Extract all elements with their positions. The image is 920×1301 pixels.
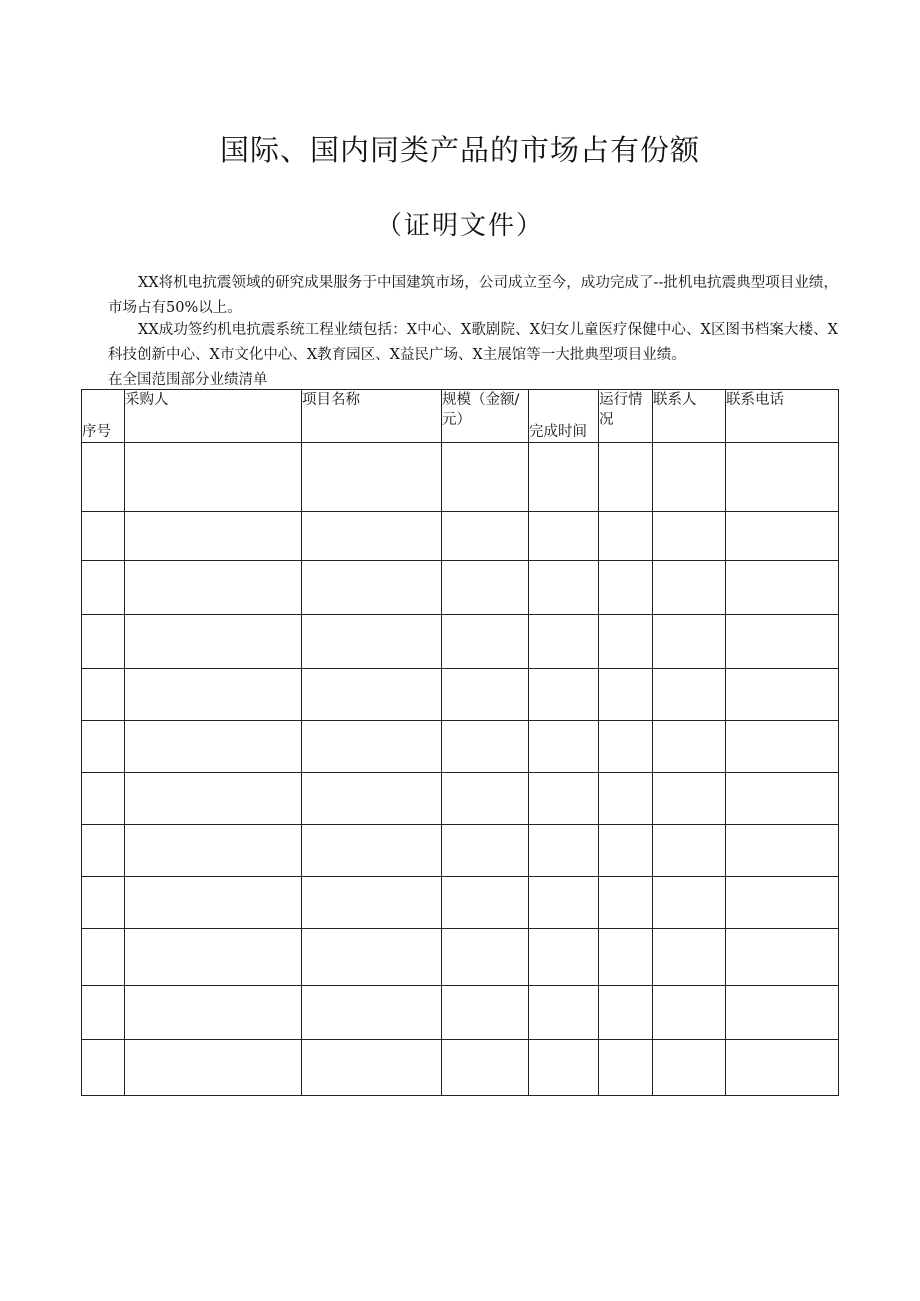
table-cell [726, 825, 839, 877]
table-cell [653, 986, 726, 1040]
table-row [82, 561, 839, 615]
table-cell [529, 561, 599, 615]
header-seq: 序号 [82, 390, 125, 443]
table-row [82, 929, 839, 986]
table-cell [599, 1040, 653, 1096]
table-row [82, 615, 839, 669]
table-row [82, 825, 839, 877]
table-cell [125, 615, 302, 669]
table-cell [726, 615, 839, 669]
table-cell [529, 721, 599, 773]
table-cell [125, 669, 302, 721]
header-buyer: 采购人 [125, 390, 302, 443]
table-row [82, 1040, 839, 1096]
header-status [599, 390, 653, 443]
table-cell [529, 825, 599, 877]
table-cell [442, 443, 529, 512]
table-cell [302, 1040, 442, 1096]
table-cell [599, 986, 653, 1040]
header-scale [442, 390, 529, 443]
header-status-line1: 运行情 [599, 392, 643, 408]
table-cell [726, 929, 839, 986]
table-cell [125, 561, 302, 615]
table-cell [442, 615, 529, 669]
table-cell [302, 877, 442, 929]
header-status-line2: 况 [599, 412, 614, 428]
table-cell [82, 512, 125, 561]
table-cell [302, 669, 442, 721]
table-cell [599, 877, 653, 929]
performance-table [81, 389, 839, 1096]
table-cell [653, 561, 726, 615]
table-row [82, 986, 839, 1040]
table-cell [653, 669, 726, 721]
table-cell [653, 615, 726, 669]
table-cell [442, 561, 529, 615]
table-cell [442, 929, 529, 986]
table-cell [599, 773, 653, 825]
table-cell [302, 986, 442, 1040]
header-scale-line1: 规模（金额/ [442, 392, 520, 408]
page-title: 国际、国内同类产品的市场占有份额 [219, 133, 700, 167]
table-cell [653, 1040, 726, 1096]
table-row [82, 669, 839, 721]
table-cell [653, 721, 726, 773]
table-cell [125, 721, 302, 773]
intro-paragraph: XX将机电抗震领域的研究成果服务于中国建筑市场，公司成立至今，成功完成了--批机电抗震典型项目业绩，市场占有50%以上。 [108, 275, 838, 316]
table-cell [653, 512, 726, 561]
table-cell [82, 877, 125, 929]
table-cell [125, 773, 302, 825]
table-cell [529, 877, 599, 929]
table-cell [726, 669, 839, 721]
table-cell [529, 512, 599, 561]
table-cell [82, 773, 125, 825]
table-cell [125, 825, 302, 877]
table-cell [302, 721, 442, 773]
table-cell [653, 877, 726, 929]
table-cell [529, 615, 599, 669]
table-cell [726, 721, 839, 773]
header-project: 项目名称 [302, 390, 442, 443]
table-cell [442, 825, 529, 877]
table-cell [653, 443, 726, 512]
table-cell [82, 929, 125, 986]
table-cell [529, 443, 599, 512]
table-header-row [82, 390, 839, 443]
table-cell [302, 561, 442, 615]
table-row [82, 877, 839, 929]
projects-paragraph: XX成功签约机电抗震系统工程业绩包括：X中心、X歌剧院、X妇女儿童医疗保健中心、X区图书档案大楼、X科技创新中心、X市文化中心、X教育园区、X益民广场、X主展馆等一大批典型项目业绩。 [108, 322, 838, 363]
table-cell [529, 986, 599, 1040]
table-cell [125, 929, 302, 986]
table-cell [726, 561, 839, 615]
table-cell [529, 773, 599, 825]
table-cell [726, 877, 839, 929]
table-cell [726, 512, 839, 561]
table-cell [125, 512, 302, 561]
table-row [82, 773, 839, 825]
table-cell [726, 773, 839, 825]
table-cell [125, 986, 302, 1040]
table-row [82, 721, 839, 773]
table-cell [726, 443, 839, 512]
table-cell [82, 721, 125, 773]
table-cell [529, 929, 599, 986]
header-contact: 联系人 [653, 390, 726, 443]
table-cell [599, 443, 653, 512]
table-cell [653, 825, 726, 877]
table-cell [82, 1040, 125, 1096]
table-cell [125, 1040, 302, 1096]
table-cell [442, 986, 529, 1040]
table-cell [82, 561, 125, 615]
table-row [82, 512, 839, 561]
table-cell [599, 512, 653, 561]
table-cell [442, 669, 529, 721]
table-cell [302, 929, 442, 986]
table-cell [302, 825, 442, 877]
table-cell [442, 1040, 529, 1096]
table-cell [726, 986, 839, 1040]
table-cell [529, 1040, 599, 1096]
page-subtitle: （证明文件） [375, 211, 544, 241]
table-cell [302, 773, 442, 825]
table-cell [529, 669, 599, 721]
header-scale-line2: 元） [442, 412, 471, 428]
table-caption: 在全国范围部分业绩清单 [108, 372, 268, 388]
header-phone: 联系电话 [726, 390, 839, 443]
table-cell [125, 443, 302, 512]
table-cell [442, 512, 529, 561]
table-cell [599, 615, 653, 669]
header-completion: 完成时间 [529, 390, 599, 443]
table-cell [442, 877, 529, 929]
table-cell [653, 929, 726, 986]
table-cell [302, 443, 442, 512]
table-cell [599, 721, 653, 773]
table-cell [125, 877, 302, 929]
table-cell [599, 561, 653, 615]
table-row [82, 443, 839, 512]
table-cell [599, 825, 653, 877]
table-cell [726, 1040, 839, 1096]
table-cell [599, 669, 653, 721]
table-cell [82, 443, 125, 512]
table-cell [302, 512, 442, 561]
table-cell [82, 615, 125, 669]
table-cell [82, 986, 125, 1040]
table-cell [302, 615, 442, 669]
table-body [82, 443, 839, 1096]
table-cell [599, 929, 653, 986]
table-cell [82, 669, 125, 721]
table-cell [653, 773, 726, 825]
table-cell [82, 825, 125, 877]
table-cell [442, 773, 529, 825]
table-cell [442, 721, 529, 773]
